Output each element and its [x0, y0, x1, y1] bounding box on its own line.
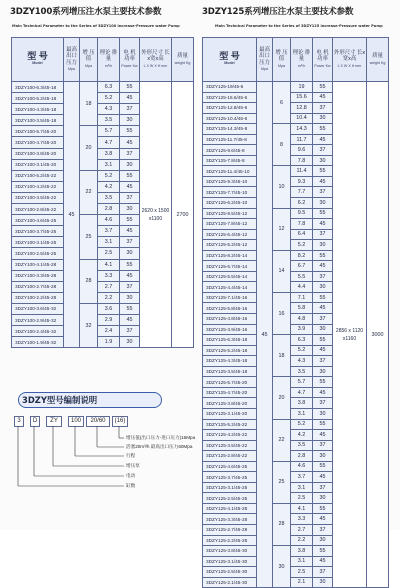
- power-cell: 55: [313, 292, 333, 303]
- model-cell: 3DZY100-2.2/45-28: [12, 292, 64, 303]
- model-cell: 3DZY125-4.7/45-20: [203, 387, 257, 398]
- flow-cell: 3.8: [98, 148, 120, 159]
- flow-cell: 11.7: [291, 134, 313, 145]
- flow-cell: 2.5: [291, 493, 313, 504]
- left-table-subtitle: Main Technical Parameter to the Series of 3DZY100 increase-Pressure water Pump: [12, 24, 180, 28]
- boost-cell: 28: [80, 259, 98, 303]
- power-cell: 55: [313, 208, 333, 219]
- flow-cell: 3.5: [291, 440, 313, 451]
- flow-cell: 3.7: [291, 472, 313, 483]
- flow-cell: 9.3: [291, 176, 313, 187]
- flow-cell: 5.7: [98, 126, 120, 137]
- flow-cell: 2.5: [291, 567, 313, 578]
- model-cell: 3DZY125-8.2/45-14: [203, 250, 257, 261]
- model-cell: 3DZY125-4.3/45-18: [203, 356, 257, 367]
- model-cell: 3DZY125-3.1/45-20: [203, 408, 257, 419]
- power-cell: 37: [313, 440, 333, 451]
- legend-title: 3DZY型号编制说明: [22, 395, 98, 405]
- power-cell: 45: [313, 472, 333, 483]
- power-cell: 45: [313, 219, 333, 230]
- flow-cell: 4.7: [98, 137, 120, 148]
- col-power: 电 机 功率 Power Kw: [120, 38, 140, 82]
- power-cell: 55: [313, 335, 333, 346]
- flow-cell: 15.6: [291, 92, 313, 103]
- right-table-subtitle: Main Technical Parameter to the Series of 3DZY125 increase-Pressure water Pump: [215, 24, 383, 28]
- boost-cell: 28: [273, 503, 291, 545]
- model-cell: 3DZY125-4.6/45-25: [203, 461, 257, 472]
- flow-cell: 4.2: [98, 181, 120, 192]
- model-cell: 3DZY100-2.9/45-32: [12, 314, 64, 325]
- power-cell: 30: [313, 198, 333, 209]
- flow-cell: 2.5: [98, 248, 120, 259]
- power-cell: 30: [313, 113, 333, 124]
- col-dimensions: 外形尺寸 长x宽x高 L X W X H mm: [140, 38, 172, 82]
- model-cell: 3DZY125-2.5/45-25: [203, 493, 257, 504]
- power-cell: 45: [313, 430, 333, 441]
- flow-cell: 3.5: [98, 192, 120, 203]
- power-cell: 30: [120, 115, 140, 126]
- flow-cell: 7.8: [291, 155, 313, 166]
- legend-item-boost: 增压值(出口压力-进口压力)16Mpa: [126, 435, 196, 440]
- left-table-title: 3DZY100系列增压注水泵主要技术参数: [10, 7, 162, 17]
- flow-cell: 6.7: [291, 261, 313, 272]
- power-cell: 37: [313, 271, 333, 282]
- power-cell: 55: [313, 250, 333, 261]
- model-cell: 3DZY125-6.3/45-18: [203, 335, 257, 346]
- col-weight: 质量 weight Kg: [367, 38, 389, 82]
- power-cell: 37: [313, 187, 333, 198]
- boost-cell: 12: [273, 208, 291, 250]
- col-power: 电 机 功率 Power Kw: [313, 38, 333, 82]
- power-cell: 45: [313, 134, 333, 145]
- left-spec-table: [11, 37, 194, 348]
- col-dimensions: 外形尺寸 长x宽x高 L X W X H mm: [333, 38, 367, 82]
- power-cell: 45: [313, 387, 333, 398]
- model-cell: 3DZY125-7.8/45-8: [203, 155, 257, 166]
- flow-cell: 2.2: [98, 292, 120, 303]
- flow-cell: 7.1: [291, 292, 313, 303]
- flow-cell: 2.7: [98, 281, 120, 292]
- code-part-cylinders: 3: [14, 416, 24, 427]
- flow-cell: 4.1: [98, 259, 120, 270]
- max-pressure-cell: 45: [257, 82, 273, 588]
- power-cell: 45: [313, 345, 333, 356]
- model-cell: 3DZY125-6.4/45-12: [203, 229, 257, 240]
- model-cell: 3DZY125-3.8/45-30: [203, 546, 257, 557]
- model-cell: 3DZY100-2.5/45-25: [12, 248, 64, 259]
- flow-cell: 3.8: [291, 546, 313, 557]
- header-row: [203, 38, 389, 82]
- model-cell: 3DZY125-3.9/45-16: [203, 324, 257, 335]
- power-cell: 45: [120, 314, 140, 325]
- power-cell: 30: [313, 493, 333, 504]
- boost-cell: 20: [273, 377, 291, 419]
- code-part-flow-pressure: 20/60: [86, 416, 110, 427]
- boost-cell: 32: [80, 303, 98, 347]
- model-cell: 3DZY100-2.4/45-32: [12, 326, 64, 337]
- model-cell: 3DZY125-11.7/45-8: [203, 134, 257, 145]
- boost-cell: 22: [273, 419, 291, 461]
- model-cell: 3DZY125-4.8/45-16: [203, 314, 257, 325]
- flow-cell: 3.3: [98, 270, 120, 281]
- model-cell: 3DZY125-14.3/45-8: [203, 124, 257, 135]
- boost-cell: 16: [273, 292, 291, 334]
- flow-cell: 3.1: [98, 237, 120, 248]
- flow-cell: 5.2: [98, 170, 120, 181]
- col-max-pressure: 最高 出口 压力 Mpa: [64, 38, 80, 82]
- model-cell: 3DZY100-1.9/45-32: [12, 337, 64, 348]
- model-cell: 3DZY125-2.8/45-22: [203, 451, 257, 462]
- power-cell: 55: [120, 303, 140, 314]
- flow-cell: 10.4: [291, 113, 313, 124]
- power-cell: 55: [120, 170, 140, 181]
- model-cell: 3DZY100-3.8/45-20: [12, 148, 64, 159]
- flow-cell: 3.8: [291, 398, 313, 409]
- flow-cell: 2.8: [98, 204, 120, 215]
- flow-cell: 2.1: [291, 577, 313, 588]
- flow-cell: 19: [291, 82, 313, 93]
- flow-cell: 5.2: [291, 345, 313, 356]
- model-cell: 3DZY125-4.2/45-22: [203, 430, 257, 441]
- legend-item-pump-type: 增压泵: [126, 463, 140, 468]
- code-part-electric: D: [30, 416, 40, 427]
- model-cell: 3DZY100-4.3/45-18: [12, 104, 64, 115]
- power-cell: 37: [313, 482, 333, 493]
- flow-cell: 4.3: [291, 356, 313, 367]
- model-cell: 3DZY125-9.5/45-12: [203, 208, 257, 219]
- flow-cell: 3.9: [291, 324, 313, 335]
- boost-cell: 20: [80, 126, 98, 170]
- power-cell: 37: [313, 524, 333, 535]
- model-cell: 3DZY125-2.1/45-30: [203, 577, 257, 588]
- model-cell: 3DZY125-6.2/45-10: [203, 198, 257, 209]
- power-cell: 30: [313, 324, 333, 335]
- boost-cell: 25: [80, 215, 98, 259]
- right-spec-table: [202, 37, 389, 588]
- model-cell: 3DZY125-4.1/45-28: [203, 503, 257, 514]
- power-cell: 30: [313, 408, 333, 419]
- power-cell: 37: [313, 103, 333, 114]
- power-cell: 37: [120, 148, 140, 159]
- col-flow: 理论 排量 m³/h: [291, 38, 313, 82]
- model-cell: 3DZY125-5.2/45-18: [203, 345, 257, 356]
- model-cell: 3DZY125-3.5/45-22: [203, 440, 257, 451]
- flow-cell: 2.8: [291, 451, 313, 462]
- flow-cell: 3.1: [291, 556, 313, 567]
- power-cell: 55: [120, 215, 140, 226]
- flow-cell: 3.6: [98, 303, 120, 314]
- power-cell: 30: [120, 204, 140, 215]
- flow-cell: 5.2: [98, 93, 120, 104]
- model-cell: 3DZY100-5.2/45-22: [12, 170, 64, 181]
- flow-cell: 3.1: [291, 482, 313, 493]
- model-cell: 3DZY100-2.8/45-22: [12, 204, 64, 215]
- model-cell: 3DZY125-3.7/45-25: [203, 472, 257, 483]
- flow-cell: 4.6: [98, 215, 120, 226]
- flow-cell: 11.4: [291, 166, 313, 177]
- dimensions-cell: 2620 x 1500 x1100: [140, 82, 172, 348]
- flow-cell: 2.7: [291, 524, 313, 535]
- col-model: 型 号 Model: [12, 38, 64, 82]
- code-part-boost: (16): [112, 416, 128, 427]
- power-cell: 55: [120, 82, 140, 93]
- model-cell: 3DZY100-6.3/45-18: [12, 82, 64, 93]
- flow-cell: 5.2: [291, 419, 313, 430]
- col-weight: 质量 weight Kg: [172, 38, 194, 82]
- model-cell: 3DZY125-10.4/45-6: [203, 113, 257, 124]
- boost-cell: 30: [273, 546, 291, 588]
- power-cell: 45: [313, 303, 333, 314]
- flow-cell: 6.3: [291, 335, 313, 346]
- flow-cell: 6.4: [291, 229, 313, 240]
- model-cell: 3DZY100-3.7/45-25: [12, 226, 64, 237]
- weight-cell: 2700: [172, 82, 194, 348]
- power-cell: 37: [120, 192, 140, 203]
- model-cell: 3DZY125-5.5/45-14: [203, 271, 257, 282]
- code-part-type: ZY: [46, 416, 62, 427]
- flow-cell: 9.6: [291, 145, 313, 156]
- flow-cell: 2.4: [98, 326, 120, 337]
- model-cell: 3DZY125-15.6/45-6: [203, 92, 257, 103]
- flow-cell: 3.1: [98, 159, 120, 170]
- model-cell: 3DZY100-3.1/45-20: [12, 159, 64, 170]
- flow-cell: 5.8: [291, 303, 313, 314]
- flow-cell: 4.8: [291, 314, 313, 325]
- model-cell: 3DZY125-2.2/45-28: [203, 535, 257, 546]
- power-cell: 55: [120, 126, 140, 137]
- power-cell: 37: [120, 237, 140, 248]
- model-cell: 3DZY125-11.4/45-10: [203, 166, 257, 177]
- power-cell: 55: [120, 259, 140, 270]
- power-cell: 30: [313, 240, 333, 251]
- model-cell: 3DZY125-9.3/45-10: [203, 176, 257, 187]
- flow-cell: 4.2: [291, 430, 313, 441]
- power-cell: 37: [313, 314, 333, 325]
- power-cell: 55: [313, 419, 333, 430]
- power-cell: 55: [313, 546, 333, 557]
- model-cell: 3DZY100-3.5/45-18: [12, 115, 64, 126]
- flow-cell: 3.5: [98, 115, 120, 126]
- power-cell: 45: [120, 137, 140, 148]
- power-cell: 37: [120, 104, 140, 115]
- flow-cell: 8.2: [291, 250, 313, 261]
- model-cell: 3DZY125-4.4/45-14: [203, 282, 257, 293]
- col-flow: 理论 排量 m³/h: [98, 38, 120, 82]
- power-cell: 45: [313, 261, 333, 272]
- model-cell: 3DZY125-19/45-6: [203, 82, 257, 93]
- power-cell: 55: [313, 82, 333, 93]
- flow-cell: 2.9: [98, 314, 120, 325]
- power-cell: 37: [313, 356, 333, 367]
- right-table-title: 3DZY125系列增压注水泵主要技术参数: [202, 7, 354, 17]
- model-cell: 3DZY100-4.6/45-25: [12, 215, 64, 226]
- table-row: [203, 82, 389, 93]
- power-cell: 30: [313, 366, 333, 377]
- flow-cell: 3.7: [98, 226, 120, 237]
- power-cell: 30: [313, 577, 333, 588]
- boost-cell: 6: [273, 82, 291, 124]
- model-cell: 3DZY100-4.7/45-20: [12, 137, 64, 148]
- power-cell: 30: [120, 337, 140, 348]
- boost-cell: 14: [273, 250, 291, 292]
- flow-cell: 4.1: [291, 503, 313, 514]
- col-max-pressure: 最高 出口 压力 Mpa: [257, 38, 273, 82]
- model-cell: 3DZY100-3.5/45-22: [12, 192, 64, 203]
- power-cell: 55: [313, 461, 333, 472]
- power-cell: 37: [313, 567, 333, 578]
- flow-cell: 4.4: [291, 282, 313, 293]
- model-cell: 3DZY125-3.1/45-25: [203, 482, 257, 493]
- model-cell: 3DZY125-9.6/45-8: [203, 145, 257, 156]
- flow-cell: 14.3: [291, 124, 313, 135]
- model-cell: 3DZY125-6.7/45-14: [203, 261, 257, 272]
- weight-cell: 3000: [367, 82, 389, 588]
- flow-cell: 9.5: [291, 208, 313, 219]
- power-cell: 55: [313, 377, 333, 388]
- model-cell: 3DZY125-5.2/45-22: [203, 419, 257, 430]
- power-cell: 30: [120, 248, 140, 259]
- power-cell: 45: [120, 226, 140, 237]
- power-cell: 45: [120, 93, 140, 104]
- model-cell: 3DZY100-3.6/45-32: [12, 303, 64, 314]
- power-cell: 45: [120, 270, 140, 281]
- flow-cell: 2.2: [291, 535, 313, 546]
- model-cell: 3DZY100-3.3/45-28: [12, 270, 64, 281]
- power-cell: 45: [313, 514, 333, 525]
- model-cell: 3DZY100-5.7/45-20: [12, 126, 64, 137]
- flow-cell: 3.1: [291, 408, 313, 419]
- model-cell: 3DZY125-7.1/45-16: [203, 292, 257, 303]
- legend-item-electric: 电动: [126, 473, 136, 478]
- power-cell: 37: [313, 229, 333, 240]
- power-cell: 37: [120, 281, 140, 292]
- model-cell: 3DZY125-3.3/45-28: [203, 514, 257, 525]
- boost-cell: 18: [273, 335, 291, 377]
- max-pressure-cell: 45: [64, 82, 80, 348]
- model-cell: 3DZY125-2.5/45-30: [203, 567, 257, 578]
- boost-cell: 18: [80, 82, 98, 126]
- flow-cell: 7.8: [291, 219, 313, 230]
- legend-item-stroke: 行程: [126, 453, 136, 458]
- model-cell: 3DZY125-2.7/45-28: [203, 524, 257, 535]
- legend-item-cylinders: 缸数: [126, 483, 136, 488]
- model-cell: 3DZY100-4.1/45-28: [12, 259, 64, 270]
- model-cell: 3DZY125-3.1/45-30: [203, 556, 257, 567]
- model-cell: 3DZY100-3.1/45-25: [12, 237, 64, 248]
- power-cell: 45: [313, 92, 333, 103]
- model-cell: 3DZY125-7.8/45-12: [203, 219, 257, 230]
- flow-cell: 6.3: [98, 82, 120, 93]
- flow-cell: 5.7: [291, 377, 313, 388]
- model-cell: 3DZY100-2.7/45-28: [12, 281, 64, 292]
- col-boost: 增 压 值 Mpa: [80, 38, 98, 82]
- header-row: [12, 38, 194, 82]
- flow-cell: 4.6: [291, 461, 313, 472]
- flow-cell: 4.3: [98, 104, 120, 115]
- flow-cell: 3.3: [291, 514, 313, 525]
- flow-cell: 7.7: [291, 187, 313, 198]
- power-cell: 30: [313, 155, 333, 166]
- legend-item-flow-pressure: 活塞20m³/h 最高出口压力60Mpa: [126, 444, 193, 449]
- power-cell: 45: [313, 556, 333, 567]
- flow-cell: 1.9: [98, 337, 120, 348]
- model-cell: 3DZY125-5.8/45-16: [203, 303, 257, 314]
- power-cell: 55: [313, 503, 333, 514]
- power-cell: 37: [313, 145, 333, 156]
- table-row: [12, 82, 194, 93]
- power-cell: 30: [313, 451, 333, 462]
- model-cell: 3DZY100-5.2/45-18: [12, 93, 64, 104]
- power-cell: 30: [313, 282, 333, 293]
- power-cell: 45: [313, 176, 333, 187]
- model-cell: 3DZY100-4.2/45-22: [12, 181, 64, 192]
- power-cell: 37: [313, 398, 333, 409]
- dimensions-cell: 2856 x 1120 x1160: [333, 82, 367, 588]
- model-cell: 3DZY125-3.5/45-18: [203, 366, 257, 377]
- code-part-stroke: 100: [68, 416, 84, 427]
- model-cell: 3DZY125-5.7/45-20: [203, 377, 257, 388]
- model-cell: 3DZY125-12.8/45-6: [203, 103, 257, 114]
- power-cell: 37: [120, 326, 140, 337]
- power-cell: 30: [313, 535, 333, 546]
- flow-cell: 4.7: [291, 387, 313, 398]
- flow-cell: 5.5: [291, 271, 313, 282]
- flow-cell: 5.2: [291, 240, 313, 251]
- power-cell: 30: [120, 292, 140, 303]
- boost-cell: 10: [273, 166, 291, 208]
- col-model: 型 号 Model: [203, 38, 257, 82]
- col-boost: 增 压 值 Mpa: [273, 38, 291, 82]
- model-cell: 3DZY125-5.2/45-12: [203, 240, 257, 251]
- model-cell: 3DZY125-7.7/45-10: [203, 187, 257, 198]
- power-cell: 45: [120, 181, 140, 192]
- boost-cell: 25: [273, 461, 291, 503]
- power-cell: 55: [313, 166, 333, 177]
- flow-cell: 6.2: [291, 198, 313, 209]
- boost-cell: 22: [80, 170, 98, 214]
- model-cell: 3DZY125-3.8/45-20: [203, 398, 257, 409]
- flow-cell: 3.5: [291, 366, 313, 377]
- flow-cell: 12.8: [291, 103, 313, 114]
- boost-cell: 8: [273, 124, 291, 166]
- power-cell: 55: [313, 124, 333, 135]
- power-cell: 30: [120, 159, 140, 170]
